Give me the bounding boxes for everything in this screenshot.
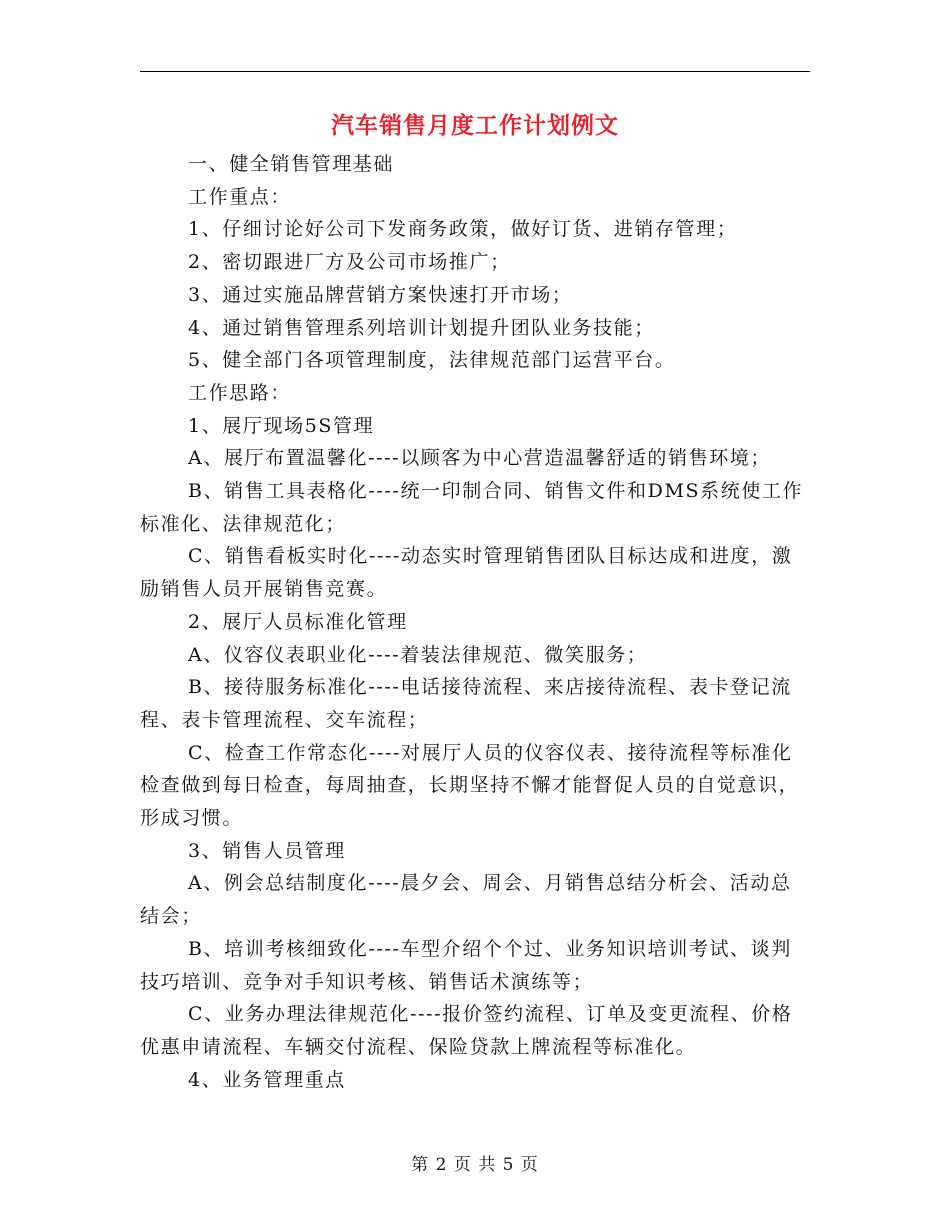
paragraph: C、销售看板实时化----动态实时管理销售团队目标达成和进度，激励销售人员开展销售竞赛。 — [140, 545, 793, 601]
paragraph: 4、通过销售管理系列培训计划提升团队业务技能； — [188, 316, 655, 339]
header-rule — [140, 71, 810, 72]
paragraph: B、接待服务标准化----电话接待流程、来店接待流程、表卡登记流程、表卡管理流程、交车流程； — [140, 676, 792, 731]
paragraph: 1、展厅现场5S管理 — [188, 414, 375, 437]
paragraph: A、仪容仪表职业化----着装法律规范、微笑服务； — [188, 643, 648, 666]
document-title: 汽车销售月度工作计划例文 — [331, 112, 619, 139]
paragraph: 2、展厅人员标准化管理 — [188, 610, 408, 633]
paragraph: B、培训考核细致化----车型介绍个个过、业务知识培训考试、谈判技巧培训、竞争对手知识考核、销售话术演练等； — [140, 937, 792, 993]
paragraph: A、例会总结制度化----晨夕会、周会、月销售总结分析会、活动总结会； — [140, 872, 792, 928]
paragraph: 4、业务管理重点 — [188, 1068, 346, 1091]
document-body — [140, 148, 812, 1096]
paragraph: 一、健全销售管理基础 — [188, 153, 395, 175]
paragraph: 3、销售人员管理 — [188, 839, 346, 862]
paragraph: 工作重点： — [188, 185, 292, 208]
paragraph: A、展厅布置温馨化----以顾客为中心营造温馨舒适的销售环境； — [188, 447, 772, 470]
paragraph: 3、通过实施品牌营销方案快速打开市场； — [188, 283, 573, 306]
paragraph: C、检查工作常态化----对展厅人员的仪容仪表、接待流程等标准化检查做到每日检查，每周抽查，长期坚持不懈才能督促人员的自觉意识，形成习惯。 — [140, 741, 800, 830]
paragraph: 5、健全部门各项管理制度，法律规范部门运营平台。 — [188, 349, 676, 372]
paragraph: 工作思路： — [188, 381, 292, 404]
paragraph: 1、仔细讨论好公司下发商务政策，做好订货、进销存管理； — [188, 218, 738, 241]
page-number-footer: 第 2 页 共 5 页 — [411, 1155, 539, 1175]
paragraph: 2、密切跟进厂方及公司市场推广； — [188, 251, 511, 274]
paragraph: B、销售工具表格化----统一印制合同、销售文件和DMS系统使工作标准化、法律规范化； — [140, 480, 804, 535]
paragraph: C、业务办理法律规范化----报价签约流程、订单及变更流程、价格优惠申请流程、车辆交付流程、保险贷款上牌流程等标准化。 — [140, 1003, 793, 1058]
